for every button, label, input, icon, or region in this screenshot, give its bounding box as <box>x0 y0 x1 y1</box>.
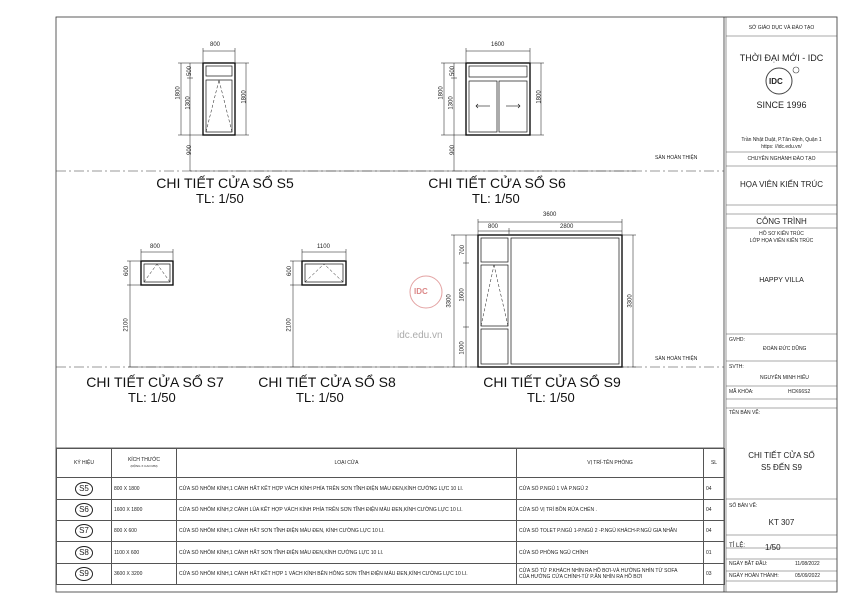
s6-height-top-dim: 500 <box>450 65 457 77</box>
school-address: Trần Nhật Duật, P.Tân Định, Quận 1 <box>741 137 822 143</box>
specialty-value: HỌA VIÊN KIẾN TRÚC <box>740 180 823 189</box>
project-label: CÔNG TRÌNH <box>756 217 807 226</box>
end-date-value: 05/09/2022 <box>795 573 821 579</box>
drawing-name-line1: CHI TIẾT CỬA SỔ <box>748 451 815 460</box>
s5-title: CHI TIẾT CỬA SỔ S5 <box>156 175 294 191</box>
s5-sill-dim: 900 <box>187 144 194 156</box>
s5-height-top-dim: 500 <box>187 65 194 77</box>
location-line1: CỬA SỔ TỪ P.KHÁCH NHÌN RA HỒ BƠI-VÀ HƯỚNG NHÌN TỪ SOFA <box>519 567 678 574</box>
ministry-label: SỞ GIÁO DỤC VÀ ĐÀO TẠO <box>748 25 815 31</box>
location-cell <box>517 563 704 584</box>
start-date-label: NGÀY BẮT ĐẦU: <box>729 561 768 567</box>
course-value: HCK66S2 <box>788 389 811 395</box>
code-s5: S5 <box>75 482 93 496</box>
s5-height-total-dim: 1800 <box>175 86 182 100</box>
watermark-text: idc.edu.vn <box>397 330 443 341</box>
type-cell: CỬA SỔ NHÔM KÍNH,1 CÁNH HẤT KẾT HỢP 1 VÁCH KÍNH BÊN HÔNG SƠN TĨNH ĐIỆN MÀU ĐEN,KÍNH CƯỜNG LỰC 10 LI. <box>177 563 517 584</box>
type-cell: CỬA SỔ NHÔM KÍNH,2 CÁNH LÙA KẾT HỢP VÁCH KÍNH PHÍA TRÊN SƠN TĨNH ĐIỆN MÀU ĐEN,KÍNH CƯỜNG LỰC 10 LI. <box>177 499 517 520</box>
end-date-label: NGÀY HOÀN THÀNH: <box>729 573 779 579</box>
s5-height-right-dim: 1800 <box>241 90 248 104</box>
gvhd-label: GVHD: <box>729 337 745 343</box>
s6-sill-dim: 900 <box>450 144 457 156</box>
location-cell: CỬA SỔ PHÒNG NGỦ CHÍNH <box>517 542 704 563</box>
s9-scale: TL: 1/50 <box>527 390 575 405</box>
table-row <box>57 478 725 499</box>
s8-title: CHI TIẾT CỬA SỔ S8 <box>258 374 396 390</box>
sheet-number: KT 307 <box>768 518 795 527</box>
start-date-value: 11/08/2022 <box>795 561 820 567</box>
s7-title: CHI TIẾT CỬA SỔ S7 <box>86 374 224 390</box>
s9-width-right-dim: 2800 <box>560 224 574 230</box>
type-cell: CỬA SỔ NHÔM KÍNH,1 CÁNH HẤT KẾT HỢP VÁCH KÍNH PHÍA TRÊN SƠN TĨNH ĐIỆN MÀU ĐEN,KÍNH CƯỜNG LỰC 10 LI. <box>177 478 517 499</box>
s5-scale: TL: 1/50 <box>196 191 244 206</box>
project-sub1: HỒ SƠ KIẾN TRÚC <box>759 231 804 237</box>
school-name: THỜI ĐẠI MỚI - IDC <box>739 53 824 63</box>
location-line2: CỦA HƯỚNG CỬA CHÍNH-TỪ P.ĂN NHÌN RA HỒ BƠI <box>519 573 643 580</box>
s9-height-3-dim: 1000 <box>459 341 466 355</box>
s8-height-dim: 600 <box>287 265 294 277</box>
header-size <box>112 449 177 478</box>
s9-width-left-dim: 800 <box>488 224 499 230</box>
project-sub2: LỚP HỌA VIÊN KIẾN TRÚC <box>749 238 814 244</box>
code-s9: S9 <box>75 567 93 581</box>
qty-cell: 04 <box>704 521 725 542</box>
table-row <box>57 499 725 520</box>
s6-height-right-dim: 1800 <box>536 90 543 104</box>
size-cell: 800 X 600 <box>112 521 177 542</box>
floor-label-upper: SÀN HOÀN THIỆN <box>655 155 698 161</box>
s7-sill-dim: 2100 <box>123 318 130 332</box>
s5-height-bottom-dim: 1300 <box>185 96 192 110</box>
scale-label: TỈ LỆ: <box>729 543 746 549</box>
header-size-label: KÍCH THƯỚC <box>127 457 161 464</box>
qty-cell: 03 <box>704 563 725 584</box>
s8-scale: TL: 1/50 <box>296 390 344 405</box>
s6-height-total-dim: 1800 <box>438 86 445 100</box>
code-s6: S6 <box>75 503 93 517</box>
size-cell: 800 X 1800 <box>112 478 177 499</box>
s7-height-dim: 600 <box>124 265 131 277</box>
header-location: VỊ TRÍ-TÊN PHÒNG <box>517 449 704 478</box>
table-row <box>57 521 725 542</box>
qty-cell: 04 <box>704 499 725 520</box>
code-s8: S8 <box>75 546 93 560</box>
header-code: KÝ HIỆU <box>57 449 112 478</box>
school-logo: IDC <box>769 77 783 86</box>
header-qty: SL <box>704 449 725 478</box>
since-label: SINCE 1996 <box>756 100 807 110</box>
location-cell: CỬA SỔ VỊ TRÍ BỒN RỬA CHÉN . <box>517 499 704 520</box>
course-label: MÃ KHÓA: <box>729 389 754 395</box>
s6-height-bottom-dim: 1300 <box>448 96 455 110</box>
s8-sill-dim: 2100 <box>286 318 293 332</box>
sheet-label: SỐ BẢN VẼ: <box>729 503 758 509</box>
specialty-label: CHUYÊN NGHÀNH ĐÀO TẠO <box>747 156 816 162</box>
watermark-logo: IDC <box>414 287 428 296</box>
header-type: LOẠI CỬA <box>177 449 517 478</box>
window-schedule-table <box>56 448 725 585</box>
size-cell: 1600 X 1800 <box>112 499 177 520</box>
s9-width-total-dim: 3600 <box>543 212 557 218</box>
s9-height-right-dim: 3300 <box>627 294 634 308</box>
floor-label-lower: SÀN HOÀN THIỆN <box>655 356 698 362</box>
code-s7: S7 <box>75 524 93 538</box>
table-row <box>57 542 725 563</box>
svth-value: NGUYỄN MINH HIẾU <box>760 375 809 381</box>
s9-height-2-dim: 1600 <box>459 288 466 302</box>
school-website: https: //idc.edu.vn/ <box>761 144 802 150</box>
project-name: HAPPY VILLA <box>759 277 804 284</box>
drawing-name-line2: S5 ĐẾN S9 <box>761 463 802 472</box>
s5-width-dim: 800 <box>210 42 221 48</box>
s6-title: CHI TIẾT CỬA SỔ S6 <box>428 175 566 191</box>
schedule-header-row <box>57 449 725 478</box>
s7-scale: TL: 1/50 <box>128 390 176 405</box>
s6-scale: TL: 1/50 <box>472 191 520 206</box>
header-size-sub: (RỘNG X CAO MM) <box>130 464 158 469</box>
type-cell: CỬA SỔ NHÔM KÍNH,1 CÁNH HẤT SƠN TĨNH ĐIỆN MÀU ĐEN,KÍNH CƯỜNG LỰC 10 LI. <box>177 542 517 563</box>
location-cell: CỬA SỔ TOLET P.NGỦ 1-P.NGỦ 2 -P.NGỦ KHÁCH-P.NGỦ GIA NHÂN <box>517 521 704 542</box>
table-row <box>57 563 725 584</box>
s9-height-1-dim: 700 <box>460 244 467 256</box>
s9-height-total-dim: 3300 <box>446 294 453 308</box>
qty-cell: 01 <box>704 542 725 563</box>
location-cell: CỬA SỔ P.NGỦ 1 VÀ P.NGỦ 2 <box>517 478 704 499</box>
size-cell: 3600 X 3200 <box>112 563 177 584</box>
s9-title: CHI TIẾT CỬA SỔ S9 <box>483 374 621 390</box>
type-cell: CỬA SỔ NHÔM KÍNH,1 CÁNH HẤT SƠN TĨNH ĐIỆN MÀU ĐEN, KÍNH CƯỜNG LỰC 10 LI. <box>177 521 517 542</box>
s8-width-dim: 1100 <box>317 244 330 250</box>
s6-width-dim: 1600 <box>491 42 505 48</box>
s7-width-dim: 800 <box>150 244 161 250</box>
gvhd-value: ĐOÀN ĐỨC DŨNG <box>763 346 807 352</box>
size-cell: 1100 X 600 <box>112 542 177 563</box>
qty-cell: 04 <box>704 478 725 499</box>
svth-label: SVTH: <box>729 364 744 370</box>
scale-value: 1/50 <box>765 543 781 552</box>
drawing-label: TÊN BẢN VẼ: <box>729 410 761 416</box>
